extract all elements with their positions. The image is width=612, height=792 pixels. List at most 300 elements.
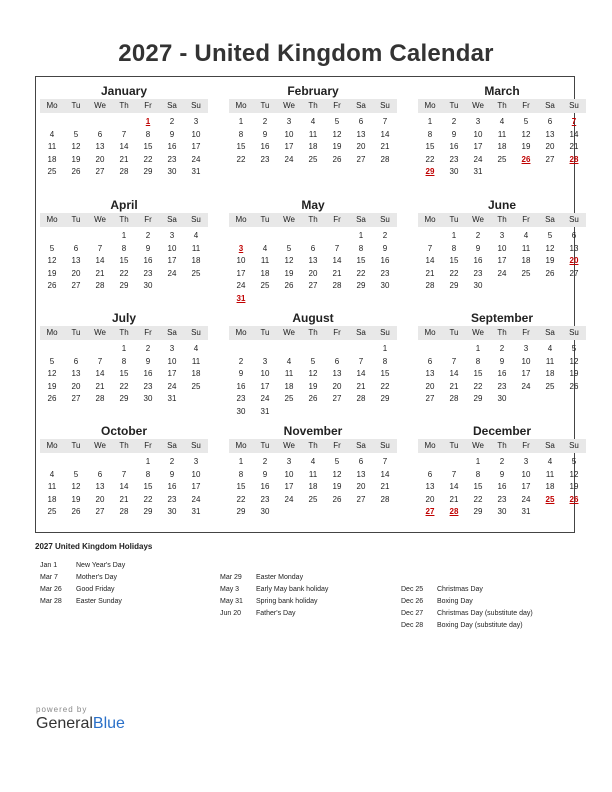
empty-cell (325, 343, 349, 356)
generalblue-wordmark: GeneralBlue (36, 715, 125, 732)
day-cell: 17 (521, 369, 531, 378)
week-row (40, 154, 208, 167)
day-cell: 18 (308, 482, 318, 491)
day-cell: 17 (236, 268, 246, 278)
day-cell: 18 (308, 142, 318, 151)
weekday-label: Tu (260, 215, 270, 224)
weekday-label: Fr (333, 101, 341, 110)
day-cell: 24 (167, 381, 177, 391)
weekday-label: Tu (260, 441, 270, 450)
day-cell: 26 (569, 494, 579, 504)
empty-cell (349, 406, 373, 419)
day-cell: 9 (262, 469, 268, 479)
week-row (40, 368, 208, 381)
weekday-label: Mo (424, 441, 436, 450)
weekday-label: Th (308, 101, 318, 110)
brand-logo[interactable] (36, 705, 125, 733)
day-cell: 30 (236, 406, 246, 416)
empty-cell (538, 506, 562, 519)
weekday-header (418, 99, 586, 113)
day-grid (229, 230, 397, 305)
day-cell: 20 (356, 482, 366, 491)
day-cell: 23 (167, 154, 177, 164)
weekday-header (418, 326, 586, 340)
day-cell: 23 (143, 381, 153, 391)
day-cell: 20 (71, 268, 81, 278)
month-name: January (100, 84, 148, 98)
weekday-label: Fr (522, 101, 530, 110)
day-cell: 13 (425, 369, 435, 378)
weekday-label: Mo (46, 101, 58, 110)
day-cell: 12 (521, 129, 531, 139)
weekday-header (418, 213, 586, 227)
day-cell: 11 (47, 142, 57, 151)
day-cell: 6 (310, 243, 316, 253)
empty-cell (349, 293, 373, 306)
weekday-label: Fr (522, 328, 530, 337)
week-row (229, 280, 397, 293)
day-cell: 13 (95, 482, 105, 491)
day-cell: 7 (358, 356, 364, 366)
weekday-label: Sa (545, 441, 555, 450)
day-cell: 26 (569, 381, 579, 391)
empty-cell (562, 393, 586, 406)
week-row (418, 166, 586, 179)
day-cell: 28 (332, 281, 342, 290)
day-cell: 17 (167, 256, 177, 265)
day-cell: 21 (356, 381, 366, 391)
empty-cell (442, 343, 466, 356)
empty-cell (373, 293, 397, 306)
day-cell: 9 (451, 129, 457, 139)
day-cell: 11 (497, 129, 507, 139)
day-cell: 28 (449, 507, 459, 516)
weekday-header (229, 99, 397, 113)
week-row (40, 116, 208, 129)
empty-cell (538, 393, 562, 406)
empty-cell (64, 456, 88, 469)
day-cell: 3 (286, 117, 292, 126)
day-cell: 19 (284, 268, 294, 278)
day-cell: 8 (121, 243, 127, 253)
day-cell: 13 (95, 142, 105, 151)
day-cell: 23 (380, 268, 390, 278)
empty-cell (88, 116, 112, 129)
holiday-date: Mar 7 (40, 574, 58, 581)
day-cell: 21 (119, 154, 129, 164)
day-cell: 21 (332, 268, 342, 278)
empty-cell (160, 280, 184, 293)
week-row (40, 230, 208, 243)
weekday-label: We (94, 101, 106, 110)
holiday-name: Father's Day (256, 610, 296, 617)
day-cell: 20 (545, 142, 555, 151)
day-cell: 30 (380, 281, 390, 290)
holiday-column (401, 584, 581, 632)
day-cell: 23 (236, 394, 246, 403)
day-cell: 15 (473, 369, 483, 378)
day-cell: 8 (475, 469, 481, 479)
weekday-label: Th (119, 328, 129, 337)
day-cell: 11 (521, 243, 531, 253)
week-row (40, 166, 208, 179)
weekday-label: Th (497, 101, 507, 110)
holiday-name: Boxing Day (substitute day) (437, 622, 523, 629)
holiday-date: Dec 26 (401, 598, 424, 605)
day-cell: 8 (145, 129, 151, 139)
empty-cell (277, 293, 301, 306)
day-cell: 19 (569, 369, 579, 378)
day-cell: 22 (236, 154, 246, 164)
day-cell: 13 (356, 129, 366, 139)
day-cell: 29 (143, 507, 153, 516)
day-cell: 19 (308, 381, 318, 391)
day-cell: 1 (382, 344, 388, 353)
day-cell: 2 (451, 117, 457, 126)
day-cell: 1 (475, 457, 481, 466)
day-cell: 19 (71, 154, 81, 164)
day-cell: 15 (449, 256, 459, 265)
day-cell: 9 (238, 369, 244, 378)
day-cell: 9 (475, 243, 481, 253)
day-cell: 27 (95, 167, 105, 176)
week-row (229, 343, 397, 356)
weekday-label: Mo (235, 101, 247, 110)
day-cell: 15 (236, 482, 246, 491)
day-cell: 9 (169, 469, 175, 479)
holiday-column (220, 572, 400, 620)
day-cell: 5 (73, 129, 79, 139)
day-cell: 11 (308, 469, 318, 479)
day-cell: 15 (119, 256, 129, 265)
day-cell: 17 (191, 142, 201, 151)
day-cell: 4 (193, 344, 199, 353)
day-cell: 10 (284, 129, 294, 139)
empty-cell (325, 230, 349, 243)
empty-cell (277, 343, 301, 356)
day-cell: 9 (169, 129, 175, 139)
day-cell: 25 (47, 507, 57, 516)
day-cell: 2 (145, 231, 151, 240)
week-row (40, 255, 208, 268)
day-cell: 18 (497, 142, 507, 151)
week-row (418, 154, 586, 167)
day-cell: 22 (119, 268, 129, 278)
day-cell: 4 (49, 129, 55, 139)
day-cell: 24 (521, 381, 531, 391)
day-cell: 21 (425, 268, 435, 278)
week-row (40, 469, 208, 482)
empty-cell (277, 506, 301, 519)
day-cell: 22 (473, 381, 483, 391)
day-cell: 8 (358, 243, 364, 253)
day-cell: 21 (449, 381, 459, 391)
holiday-row (220, 596, 400, 608)
month-name: February (287, 84, 339, 98)
week-row (229, 230, 397, 243)
empty-cell (514, 393, 538, 406)
day-cell: 9 (145, 356, 151, 366)
day-cell: 21 (380, 142, 390, 151)
day-cell: 16 (143, 369, 153, 378)
week-row (418, 456, 586, 469)
day-cell: 17 (191, 482, 201, 491)
empty-cell (229, 343, 253, 356)
day-cell: 14 (425, 256, 435, 265)
day-grid (229, 456, 397, 519)
day-cell: 20 (425, 494, 435, 504)
day-cell: 21 (119, 494, 129, 504)
day-cell: 31 (236, 293, 246, 303)
day-cell: 21 (95, 381, 105, 391)
day-cell: 18 (191, 369, 201, 378)
day-cell: 1 (427, 117, 433, 126)
day-cell: 17 (167, 369, 177, 378)
day-cell: 25 (260, 281, 270, 290)
day-cell: 31 (191, 167, 201, 176)
day-cell: 24 (236, 281, 246, 290)
weekday-label: Su (569, 215, 579, 224)
week-row (40, 393, 208, 406)
day-cell: 1 (238, 457, 244, 466)
day-cell: 4 (523, 231, 529, 240)
day-cell: 13 (71, 369, 81, 378)
day-cell: 14 (95, 369, 105, 378)
week-row (229, 406, 397, 419)
day-cell: 23 (497, 494, 507, 504)
day-grid (418, 343, 586, 406)
holiday-name: Easter Sunday (76, 598, 122, 605)
week-row (418, 230, 586, 243)
day-cell: 6 (334, 356, 340, 366)
weekday-label: Su (191, 328, 201, 337)
weekday-label: Sa (356, 215, 366, 224)
day-cell: 2 (145, 344, 151, 353)
day-cell: 15 (473, 482, 483, 491)
weekday-label: Sa (545, 101, 555, 110)
day-cell: 9 (499, 356, 505, 366)
day-cell: 6 (571, 231, 577, 240)
day-cell: 4 (49, 469, 55, 479)
holiday-date: May 3 (220, 586, 240, 593)
day-cell: 9 (499, 469, 505, 479)
week-row (229, 293, 397, 306)
week-row (418, 469, 586, 482)
week-row (418, 506, 586, 519)
week-row (229, 116, 397, 129)
weekday-label: We (472, 101, 484, 110)
weekday-label: Mo (424, 215, 436, 224)
empty-cell (184, 393, 208, 406)
week-row (418, 129, 586, 142)
weekday-label: Sa (167, 441, 177, 450)
weekday-label: Fr (522, 441, 530, 450)
weekday-label: Mo (46, 215, 58, 224)
day-cell: 6 (427, 469, 433, 479)
day-cell: 18 (191, 256, 201, 265)
day-cell: 16 (449, 142, 459, 151)
weekday-label: Sa (545, 328, 555, 337)
day-cell: 19 (521, 142, 531, 151)
day-cell: 13 (308, 256, 318, 265)
day-cell: 10 (473, 129, 483, 139)
day-cell: 3 (523, 457, 529, 466)
day-cell: 10 (497, 243, 507, 253)
day-cell: 14 (119, 142, 129, 151)
day-cell: 7 (334, 243, 340, 253)
week-row (418, 356, 586, 369)
day-cell: 14 (332, 256, 342, 265)
day-cell: 26 (71, 167, 81, 176)
week-row (418, 116, 586, 129)
day-cell: 29 (143, 167, 153, 176)
month-name: October (100, 424, 147, 438)
holiday-row (401, 584, 581, 596)
day-cell: 18 (545, 482, 555, 491)
day-cell: 15 (356, 256, 366, 265)
day-cell: 11 (284, 369, 294, 378)
month-name: September (470, 311, 534, 325)
weekday-label: Tu (449, 101, 459, 110)
empty-cell (301, 230, 325, 243)
empty-cell (418, 230, 442, 243)
weekday-label: We (472, 215, 484, 224)
day-cell: 28 (95, 394, 105, 403)
week-row (229, 243, 397, 256)
weekday-label: Sa (545, 215, 555, 224)
week-row (418, 381, 586, 394)
weekday-label: Sa (167, 215, 177, 224)
day-cell: 8 (238, 129, 244, 139)
page-title: 2027 - United Kingdom Calendar (118, 40, 494, 67)
day-cell: 27 (332, 394, 342, 403)
day-cell: 26 (47, 281, 57, 290)
day-cell: 9 (262, 129, 268, 139)
month-name: March (484, 84, 520, 98)
day-cell: 2 (499, 344, 505, 353)
week-row (229, 129, 397, 142)
empty-cell (40, 230, 64, 243)
weekday-label: Su (569, 441, 579, 450)
day-cell: 5 (523, 117, 529, 126)
day-cell: 3 (262, 356, 268, 366)
holiday-date: May 31 (220, 598, 243, 605)
weekday-label: Tu (71, 328, 81, 337)
day-cell: 20 (356, 142, 366, 151)
holiday-name: Christmas Day (substitute day) (437, 610, 533, 617)
day-cell: 4 (310, 117, 316, 126)
day-cell: 15 (380, 369, 390, 378)
day-cell: 16 (260, 142, 270, 151)
day-cell: 8 (427, 129, 433, 139)
day-cell: 31 (473, 167, 483, 176)
day-cell: 29 (236, 507, 246, 516)
day-cell: 7 (97, 356, 103, 366)
day-cell: 25 (191, 381, 201, 391)
day-cell: 2 (169, 117, 175, 126)
day-cell: 14 (569, 129, 579, 139)
weekday-label: Fr (522, 215, 530, 224)
day-cell: 22 (449, 268, 459, 278)
weekday-label: Fr (144, 101, 152, 110)
day-cell: 15 (119, 369, 129, 378)
day-cell: 24 (191, 494, 201, 504)
weekday-label: Sa (356, 441, 366, 450)
day-cell: 1 (145, 457, 151, 466)
weekday-label: We (283, 101, 295, 110)
day-cell: 2 (169, 457, 175, 466)
week-row (418, 368, 586, 381)
day-cell: 14 (380, 469, 390, 479)
empty-cell (349, 343, 373, 356)
day-cell: 28 (425, 281, 435, 290)
day-cell: 15 (425, 142, 435, 151)
day-cell: 30 (167, 167, 177, 176)
day-cell: 26 (332, 154, 342, 164)
day-cell: 10 (521, 356, 531, 366)
day-cell: 10 (521, 469, 531, 479)
day-cell: 4 (262, 243, 268, 253)
weekday-label: Mo (424, 101, 436, 110)
weekday-label: Tu (71, 441, 81, 450)
empty-cell (253, 230, 277, 243)
week-row (40, 343, 208, 356)
day-cell: 28 (380, 494, 390, 504)
week-row (229, 381, 397, 394)
day-cell: 6 (358, 457, 364, 466)
day-cell: 10 (191, 469, 201, 479)
day-cell: 27 (95, 507, 105, 516)
day-cell: 11 (47, 482, 57, 491)
week-row (229, 255, 397, 268)
day-cell: 28 (449, 394, 459, 403)
empty-cell (490, 280, 514, 293)
day-cell: 6 (97, 129, 103, 139)
day-cell: 1 (475, 344, 481, 353)
day-cell: 22 (356, 268, 366, 278)
empty-cell (229, 230, 253, 243)
day-cell: 22 (473, 494, 483, 504)
day-cell: 3 (499, 231, 505, 240)
day-cell: 14 (356, 369, 366, 378)
week-row (418, 481, 586, 494)
weekday-label: Mo (235, 441, 247, 450)
day-cell: 30 (260, 507, 270, 516)
day-cell: 19 (47, 381, 57, 391)
month-name: November (283, 424, 343, 438)
day-cell: 22 (236, 494, 246, 504)
holiday-date: Mar 28 (40, 598, 62, 605)
day-cell: 4 (499, 117, 505, 126)
day-cell: 8 (121, 356, 127, 366)
day-cell: 29 (473, 507, 483, 516)
day-cell: 21 (95, 268, 105, 278)
day-cell: 13 (569, 243, 579, 253)
holiday-column (40, 560, 220, 608)
day-cell: 20 (332, 381, 342, 391)
day-cell: 4 (193, 231, 199, 240)
day-cell: 1 (451, 231, 457, 240)
weekday-label: We (94, 328, 106, 337)
day-cell: 26 (284, 281, 294, 290)
week-row (418, 280, 586, 293)
day-cell: 30 (497, 507, 507, 516)
weekday-header (229, 326, 397, 340)
day-cell: 24 (191, 154, 201, 164)
month-name: December (472, 424, 532, 438)
day-cell: 17 (260, 381, 270, 391)
day-cell: 24 (260, 394, 270, 403)
